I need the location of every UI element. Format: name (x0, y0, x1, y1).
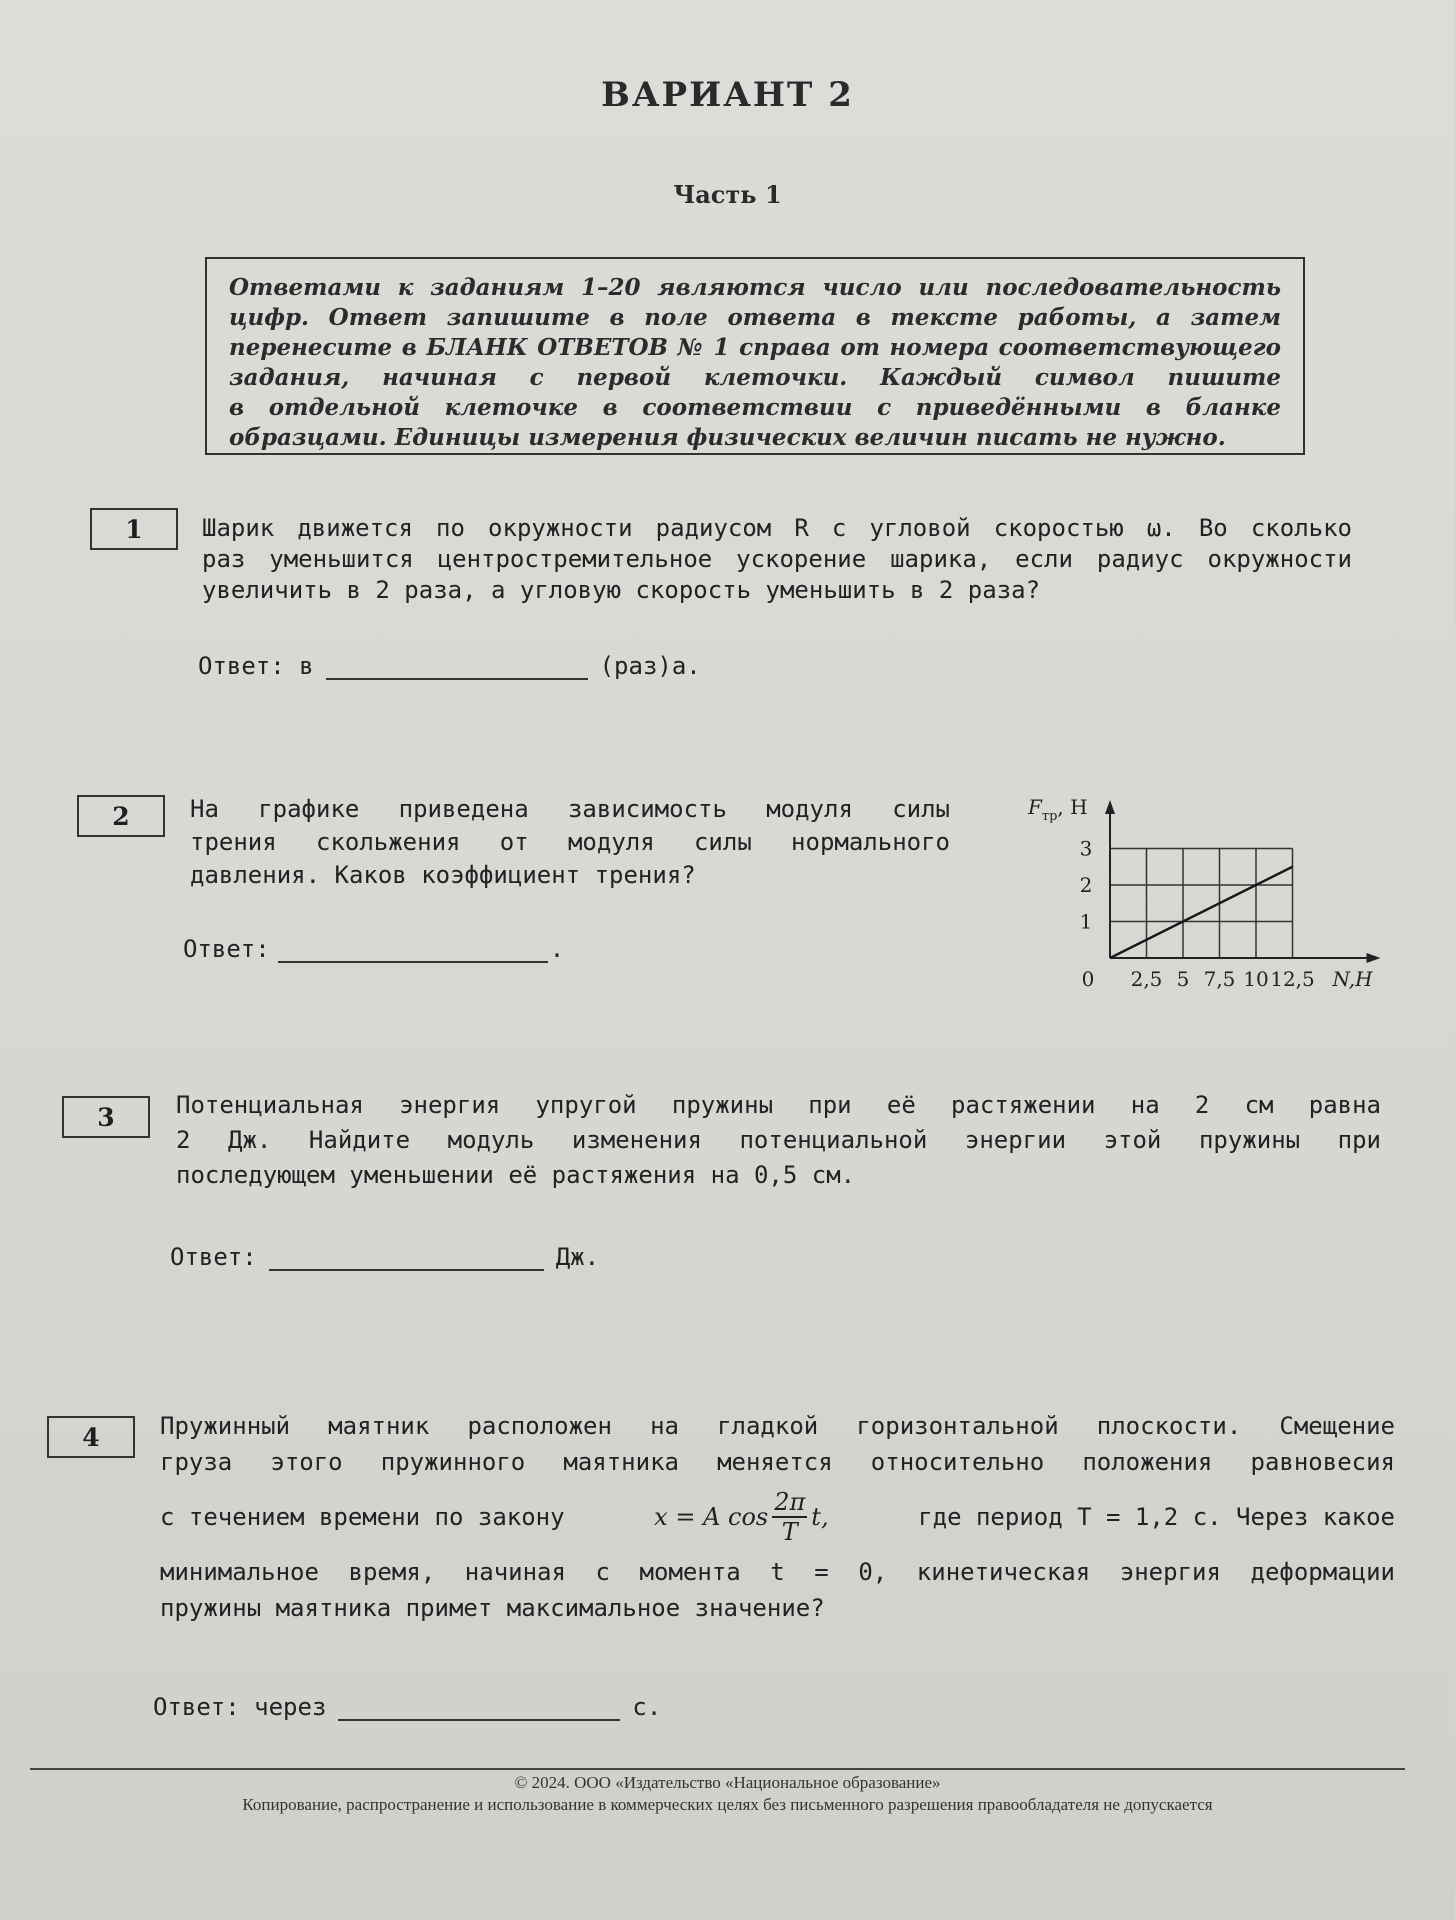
task-line: увеличить в 2 раза, а угловую скорость уменьшить в 2 раза? (202, 576, 1041, 604)
formula-lhs: x = A cos (654, 1503, 769, 1531)
x-tick-label: 5 (1176, 967, 1190, 991)
instructions-line: перенесите в БЛАНК ОТВЕТОВ № 1 справа от номера соответствующего (229, 334, 1281, 361)
answer-unit: (раз)а. (599, 652, 701, 680)
formula-fraction (772, 1488, 807, 1546)
task-line: Шарик движется по окружности радиусом R с угловой скоростью ω. Во сколько (202, 514, 1352, 542)
task-number-4: 4 (47, 1416, 135, 1458)
series-line (1110, 867, 1293, 958)
task-4-text (160, 1408, 1395, 1626)
part-heading: Часть 1 (673, 180, 782, 209)
y-tick-label: 2 (1079, 873, 1093, 897)
chart-series (1110, 867, 1293, 958)
answer-label: Ответ: в (198, 652, 314, 680)
task-1-answer (198, 652, 701, 680)
answer-field[interactable] (278, 935, 548, 963)
task-line: раз уменьшится центростремительное ускорение шарика, если радиус окружности (202, 545, 1352, 573)
task-line: где период T = 1,2 с. Через какое (918, 1503, 1395, 1531)
task-line: давления. Каков коэффициент трения? (190, 861, 696, 889)
task-line-formula (160, 1480, 1395, 1554)
x-axis-label: N,Н (1332, 967, 1373, 991)
instructions-line: образцами. Единицы измерения физических величин писать не нужно. (229, 424, 1226, 451)
origin-label: 0 (1081, 967, 1095, 991)
x-tick-label: 7,5 (1203, 967, 1236, 991)
footer-copyright: © 2024. ООО «Издательство «Национальное образование» (514, 1773, 941, 1792)
formula (654, 1488, 828, 1546)
formula-variable: t, (811, 1503, 829, 1531)
friction-chart (1010, 790, 1410, 1000)
answer-field[interactable] (269, 1243, 544, 1271)
answer-label: Ответ: (183, 935, 270, 963)
task-3-text (176, 1088, 1381, 1193)
footer-divider (30, 1768, 1405, 1770)
answer-field[interactable] (338, 1693, 620, 1721)
task-1-text (202, 513, 1352, 606)
task-number-2: 2 (77, 795, 165, 837)
x-axis-arrow (1367, 953, 1381, 963)
task-number-1: 1 (90, 508, 178, 550)
answer-unit: . (549, 935, 565, 963)
task-line: Потенциальная энергия упругой пружины при её растяжении на 2 см равна (176, 1091, 1381, 1119)
instructions-line: цифр. Ответ запишите в поле ответа в тексте работы, а затем (229, 304, 1281, 331)
answer-label: Ответ: через (153, 1693, 327, 1721)
instructions-line: Ответами к заданиям 1–20 являются число или последовательность (229, 274, 1281, 301)
answer-unit: Дж. (555, 1243, 600, 1271)
instructions-line: в отдельной клеточке в соответствии с приведёнными в бланке (229, 394, 1281, 421)
task-line: 2 Дж. Найдите модуль изменения потенциальной энергии этой пружины при (176, 1126, 1381, 1154)
task-line: последующем уменьшении её растяжения на 0,5 см. (176, 1161, 856, 1189)
formula-denominator: T (781, 1518, 798, 1546)
task-line: Пружинный маятник расположен на гладкой горизонтальной плоскости. Смещение (160, 1412, 1395, 1440)
task-2-answer (183, 935, 564, 963)
task-number-3: 3 (62, 1096, 150, 1138)
instructions-box (205, 257, 1305, 455)
task-2-text (190, 793, 950, 892)
task-4-answer (153, 1693, 661, 1721)
answer-field[interactable] (326, 652, 588, 680)
task-line: груза этого пружинного маятника меняется относительно положения равновесия (160, 1448, 1395, 1476)
task-line: трения скольжения от модуля силы нормального (190, 828, 950, 856)
x-tick-label: 2,5 (1130, 967, 1163, 991)
task-3-answer (170, 1243, 599, 1271)
task-line: пружины маятника примет максимальное значение? (160, 1594, 825, 1622)
task-line: На графике приведена зависимость модуля силы (190, 795, 950, 823)
task-line: минимальное время, начиная с момента t = 0, кинетическая энергия деформации (160, 1558, 1395, 1586)
x-tick-label: 10 (1243, 967, 1269, 991)
x-tick-label: 12,5 (1270, 967, 1315, 991)
task-line: с течением времени по закону (160, 1503, 565, 1531)
y-tick-label: 1 (1079, 909, 1093, 934)
y-axis-arrow (1105, 800, 1115, 814)
y-tick-label: 3 (1079, 836, 1093, 861)
chart-grid (1110, 849, 1293, 959)
formula-numerator: 2π (774, 1488, 806, 1516)
y-axis-label: $F_{тр}$, Н (1028, 795, 1088, 824)
answer-unit: с. (632, 1693, 662, 1721)
instructions-line: задания, начиная с первой клеточки. Каждый символ пишите (229, 364, 1281, 391)
variant-title: ВАРИАНТ 2 (601, 75, 854, 115)
chart-labels (1027, 795, 1373, 991)
footer-notice: Копирование, распространение и использование в коммерческих целях без письменного разрешения правообладателя не допускается (242, 1795, 1213, 1814)
answer-label: Ответ: (170, 1243, 257, 1271)
